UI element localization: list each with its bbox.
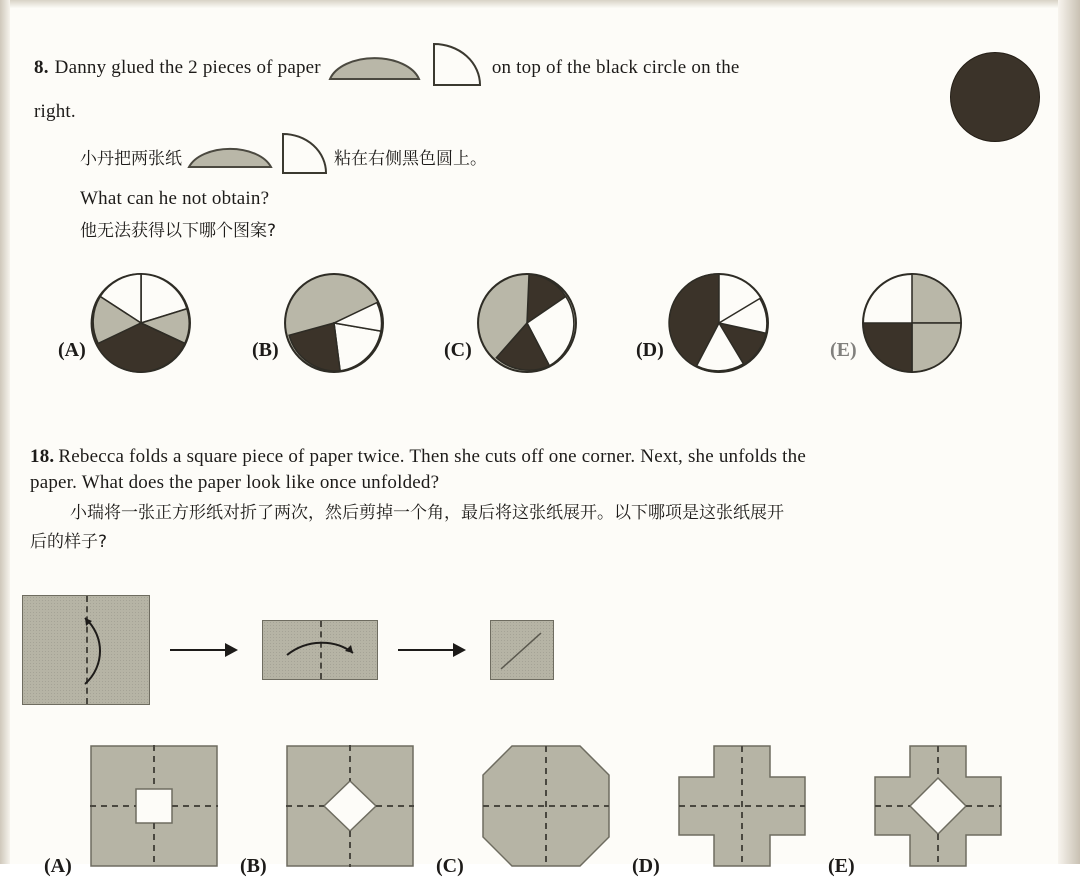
question-8-line-2: right.	[34, 101, 76, 122]
half-disk-icon	[327, 48, 422, 87]
question-18-chinese-1: 小瑞将一张正方形纸对折了两次，然后剪掉一个角，最后将这张纸展开。以下哪项是这张纸展开	[70, 503, 784, 523]
option-d-figure	[668, 272, 770, 374]
option-d[interactable]	[636, 272, 770, 374]
option-e[interactable]	[828, 745, 1002, 877]
option-c[interactable]	[444, 272, 578, 374]
option-e-figure	[861, 272, 963, 374]
option-c-figure	[476, 272, 578, 374]
right-arrow-icon	[398, 640, 470, 660]
option-e-figure	[874, 745, 1002, 867]
quarter-disk-icon	[428, 40, 486, 95]
page-edge-right	[1058, 0, 1080, 864]
question-8	[34, 40, 1034, 241]
question-18	[30, 446, 1040, 556]
cut-line	[491, 621, 553, 679]
question-8-prompt-en: What can he not obtain?	[80, 188, 270, 209]
option-e-label: (E)	[830, 339, 857, 361]
option-d-label: (D)	[636, 339, 664, 361]
fold-arrow-curve	[263, 621, 377, 679]
fold-step-1	[22, 595, 150, 705]
option-c[interactable]	[436, 745, 610, 877]
question-18-number: 18.	[30, 446, 55, 467]
question-8-options	[40, 272, 1050, 392]
option-a-label: (A)	[58, 339, 86, 361]
option-e-label: (E)	[828, 855, 855, 877]
option-b-label: (B)	[252, 339, 279, 361]
option-d-figure	[678, 745, 806, 867]
option-a[interactable]	[44, 745, 218, 877]
half-disk-icon	[186, 138, 274, 175]
right-arrow-icon	[170, 640, 242, 660]
option-a-label: (A)	[44, 855, 72, 877]
question-8-chinese-b: 粘在右侧黑色圆上。	[334, 149, 487, 169]
question-8-chinese-line	[80, 131, 1034, 182]
question-8-text-b: on top of the black circle on the	[491, 56, 740, 78]
option-c-label: (C)	[444, 339, 472, 361]
folding-sequence	[22, 592, 642, 707]
option-d[interactable]	[632, 745, 806, 877]
page-edge-top	[0, 0, 1080, 8]
question-8-text-a: Danny glued the 2 pieces of paper	[54, 56, 321, 78]
question-18-chinese-2: 后的样子?	[30, 532, 108, 552]
fold-arrow-curve	[23, 596, 149, 704]
question-8-prompt-cn: 他无法获得以下哪个图案?	[80, 221, 277, 241]
option-c-figure	[482, 745, 610, 867]
question-18-options	[44, 742, 1060, 877]
fold-step-3	[490, 620, 554, 680]
question-8-number: 8.	[34, 56, 49, 78]
option-a[interactable]	[58, 272, 192, 374]
page-edge-left	[0, 0, 10, 864]
option-d-label: (D)	[632, 855, 660, 877]
option-a-figure	[90, 745, 218, 867]
black-circle-icon	[950, 52, 1040, 142]
quarter-disk-icon	[278, 131, 330, 182]
question-18-line-1	[30, 446, 1040, 468]
option-c-label: (C)	[436, 855, 464, 877]
fold-step-2	[262, 620, 378, 680]
question-8-chinese-a: 小丹把两张纸	[80, 149, 182, 169]
option-b-label: (B)	[240, 855, 267, 877]
question-18-line-2: paper. What does the paper look like once unfolded?	[30, 472, 440, 493]
option-b[interactable]	[252, 272, 385, 374]
option-a-figure	[90, 272, 192, 374]
question-18-text-1: Rebecca folds a square piece of paper twice. Then she cuts off one corner. Next, she unfolds the	[58, 446, 806, 467]
question-8-line-1	[34, 40, 1034, 95]
option-b[interactable]	[240, 745, 414, 877]
option-e[interactable]	[830, 272, 963, 374]
option-b-figure	[283, 272, 385, 374]
option-b-figure	[286, 745, 414, 867]
